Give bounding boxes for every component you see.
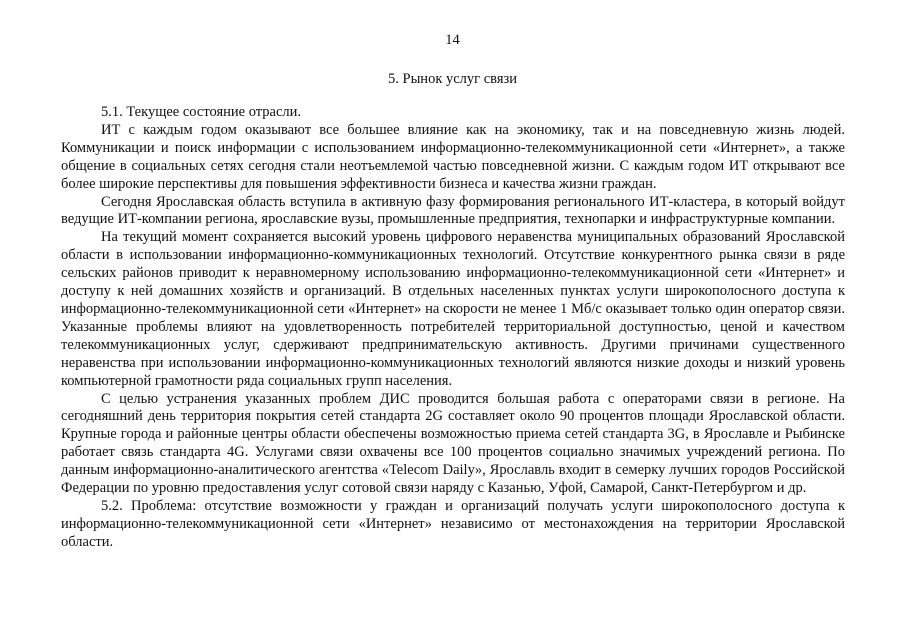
paragraph-problem-5-2: 5.2. Проблема: отсутствие возможности у граждан и организаций получать услуги широкополосного доступа к информационно-телекоммуникационной сети «Интернет» независимо от местонахождения на территории Ярославской области.	[61, 497, 845, 550]
body-text	[61, 104, 845, 552]
section-title: 5. Рынок услуг связи	[388, 71, 517, 87]
subsection-heading-5-1: 5.1. Текущее состояние отрасли.	[101, 104, 302, 120]
page-number: 14	[445, 32, 460, 48]
paragraph-it-influence: ИТ с каждым годом оказывают все большее влияние как на экономику, так и на повседневную жизнь людей. Коммуникации и поиск информации с использованием информационно-телекоммуникационной сети «Интернет», а также общение в социальных сетях сегодня стали неотъемлемой частью повседневной жизни. С каждым годом ИТ открывают все более широкие перспективы для повышения эффективности бизнеса и качества жизни граждан.	[61, 121, 845, 192]
paragraph-digital-inequality: На текущий момент сохраняется высокий уровень цифрового неравенства муниципальных образований Ярославской области в использовании информационно-коммуникационных технологий. Отсутствие конкурентного рынка связи в ряде сельских районов приводит к неравномерному использованию информационно-телекоммуникационной сети «Интернет» и доступу к ней домашних хозяйств и организаций. В отдельных населенных пунктах услуги широкополосного доступа к информационно-телекоммуникационной сети «Интернет» на скорости не менее 1 Мб/с оказывает только один оператор связи. Указанные проблемы влияют на удовлетворенность потребителей территориальной доступностью, ценой и качеством телекоммуникационных услуг, сдерживают предпринимательскую активность. Другими причинами существенного неравенства при использовании информационно-коммуникационных технологий являются низкие доходы и низкий уровень компьютерной грамотности ряда социальных групп населения.	[61, 229, 845, 389]
paragraph-it-cluster: Сегодня Ярославская область вступила в активную фазу формирования регионального ИТ-кластера, в который войдут ведущие ИТ-компании региона, ярославские вузы, промышленные предприятия, технопарки и инфраструктурные компании.	[61, 193, 845, 228]
paragraph-operators-work: С целью устранения указанных проблем ДИС проводится большая работа с операторами связи в регионе. На сегодняшний день территория покрытия сетей стандарта 2G составляет около 90 процентов площади Ярославской области. Крупные города и районные центры области обеспечены возможностью приема сетей стандарта 3G, в Ярославле и Рыбинске работает связь стандарта 4G. Услугами связи охвачены все 100 процентов социально значимых учреждений региона. По данным информационно-аналитического агентства «Telecom Daily», Ярославль входит в семерку лучших городов Российской Федерации по уровню предоставления услуг сотовой связи наряду с Казанью, Уфой, Самарой, Санкт-Петербургом и др.	[61, 390, 845, 497]
